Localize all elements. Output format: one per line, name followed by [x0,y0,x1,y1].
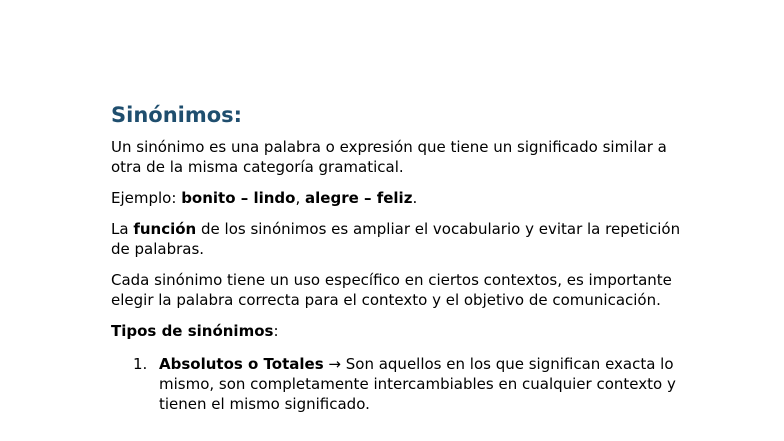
example-pair-1: bonito – lindo [181,189,296,207]
types-list [111,354,681,414]
usage-paragraph: Cada sinónimo tiene un uso específico en ciertos contextos, es importante elegir la palabra correcta para el contexto y el objetivo de comunicación. [111,271,672,309]
list-item-number: 1. [133,355,148,373]
list-item [111,354,681,414]
example-end: . [412,189,418,207]
types-heading-colon: : [273,322,279,340]
list-item-description: Son aquellos en los que significan exacta lo mismo, son completamente intercambiables en cualquier contexto y tienen el mismo significado. [159,355,676,413]
example-pair-2: alegre – feliz [305,189,413,207]
arrow-icon: → [323,355,346,373]
function-prefix: La [111,220,134,238]
function-keyword: función [133,220,197,238]
function-rest: de los sinónimos es ampliar el vocabulario y evitar la repetición de palabras. [111,220,681,258]
types-heading-label: Tipos de sinónimos [111,322,274,340]
list-item-name: Absolutos o Totales [159,355,324,373]
example-label: Ejemplo: [111,189,182,207]
example-separator: , [295,189,306,207]
definition-paragraph: Un sinónimo es una palabra o expresión que tiene un significado similar a otra de la misma categoría gramatical. [111,138,667,176]
example-paragraph [111,188,681,208]
page-title: Sinónimos: [111,103,243,127]
document-body [111,102,681,414]
types-heading [111,321,681,341]
function-paragraph [111,219,681,259]
